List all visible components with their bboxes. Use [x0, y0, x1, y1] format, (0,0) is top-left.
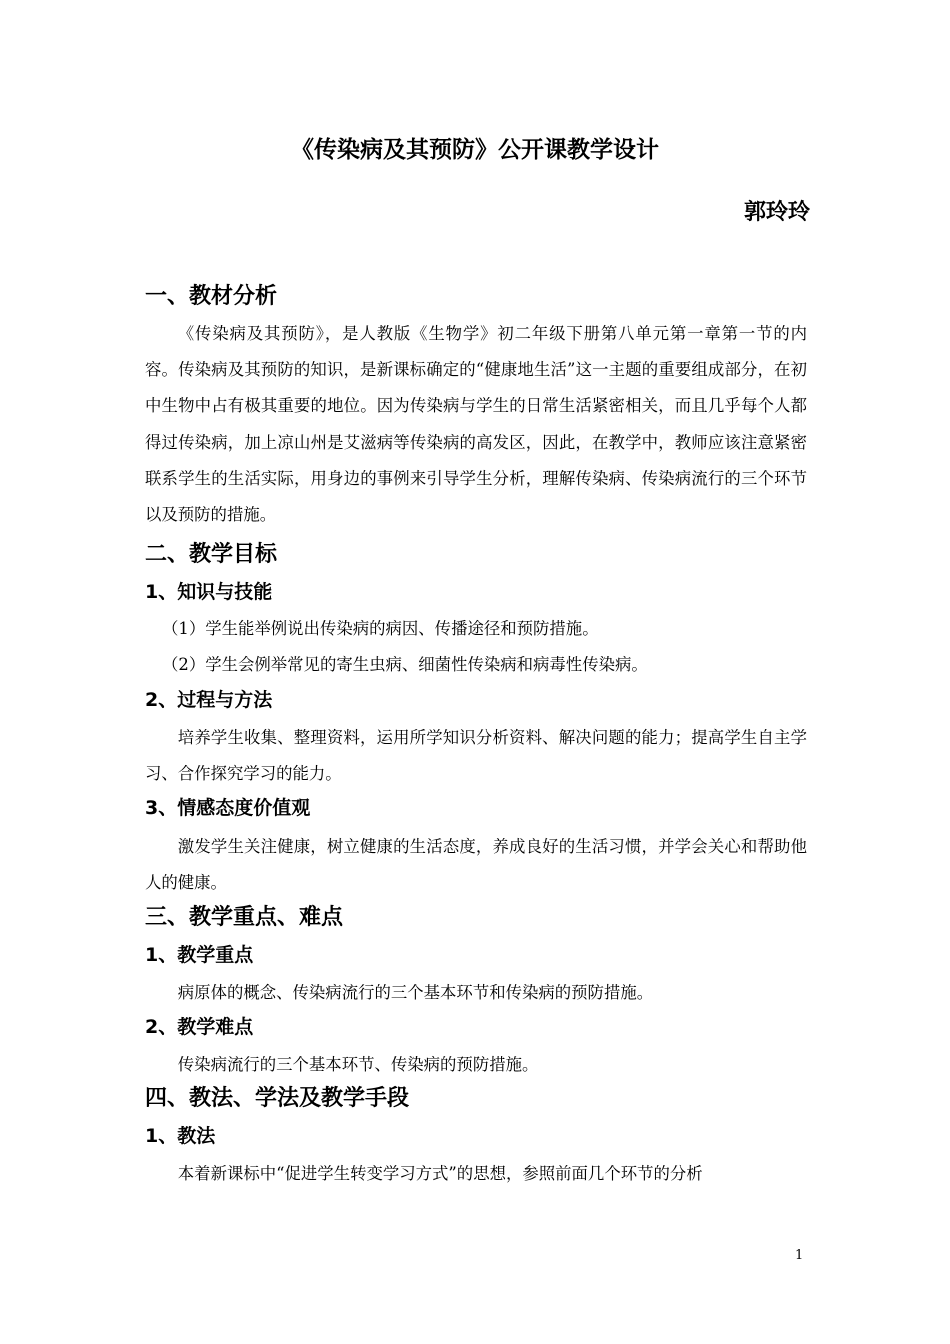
- goal-item-2: （2）学生会例举常见的寄生虫病、细菌性传染病和病毒性传染病。: [162, 655, 648, 674]
- key-points-paragraph: 病原体的概念、传染病流行的三个基本环节和传染病的预防措施。: [177, 983, 654, 1002]
- difficult-points-paragraph: 传染病流行的三个基本环节、传染病的预防措施。: [177, 1055, 539, 1074]
- goal-item-1: （1）学生能举例说出传染病的病因、传播途径和预防措施。: [162, 619, 599, 638]
- process-methods-paragraph: 培养学生收集、整理资料，运用所学知识分析资料、解决问题的能力；提高学生自主学习、合作探究学习的能力。: [145, 728, 807, 784]
- section-heading-methods-means: 四、教法、学法及教学手段: [145, 1086, 410, 1111]
- subheading-teaching-method: 1、教法: [145, 1125, 216, 1147]
- document-title: 《传染病及其预防》公开课教学设计: [291, 137, 659, 163]
- subheading-process-methods: 2、过程与方法: [145, 689, 273, 711]
- subheading-difficult-points: 2、教学难点: [145, 1016, 254, 1038]
- emotional-values-paragraph: 激发学生关注健康，树立健康的生活态度，养成良好的生活习惯，并学会关心和帮助他人的健康。: [145, 837, 807, 893]
- section-heading-key-difficult-points: 三、教学重点、难点: [145, 905, 344, 930]
- author-name: 郭玲玲: [743, 200, 810, 225]
- textbook-analysis-paragraph: 《传染病及其预防》，是人教版《生物学》初二年级下册第八单元第一章第一节的内容。传染病及其预防的知识，是新课标确定的“健康地生活”这一主题的重要组成部分，在初中生物中占有极其重要的地位。因为传染病与学生的日常生活紧密相关，而且几乎每个人都得过传染病，加上凉山州是艾滋病等传染病的高发区，因此，在教学中，教师应该注意紧密联系学生的生活实际，用身边的事例来引导学生分析，理解传染病、传染病流行的三个环节以及预防的措施。: [145, 324, 807, 525]
- subheading-emotional-values: 3、情感态度价值观: [145, 797, 311, 819]
- section-heading-teaching-goals: 二、教学目标: [145, 542, 278, 567]
- subheading-key-points: 1、教学重点: [145, 944, 254, 966]
- teaching-method-paragraph: 本着新课标中“促进学生转变学习方式”的思想，参照前面几个环节的分析: [177, 1164, 703, 1183]
- page-number: 1: [795, 1248, 804, 1263]
- section-heading-textbook-analysis: 一、教材分析: [145, 284, 278, 309]
- subheading-knowledge-skills: 1、知识与技能: [145, 581, 273, 603]
